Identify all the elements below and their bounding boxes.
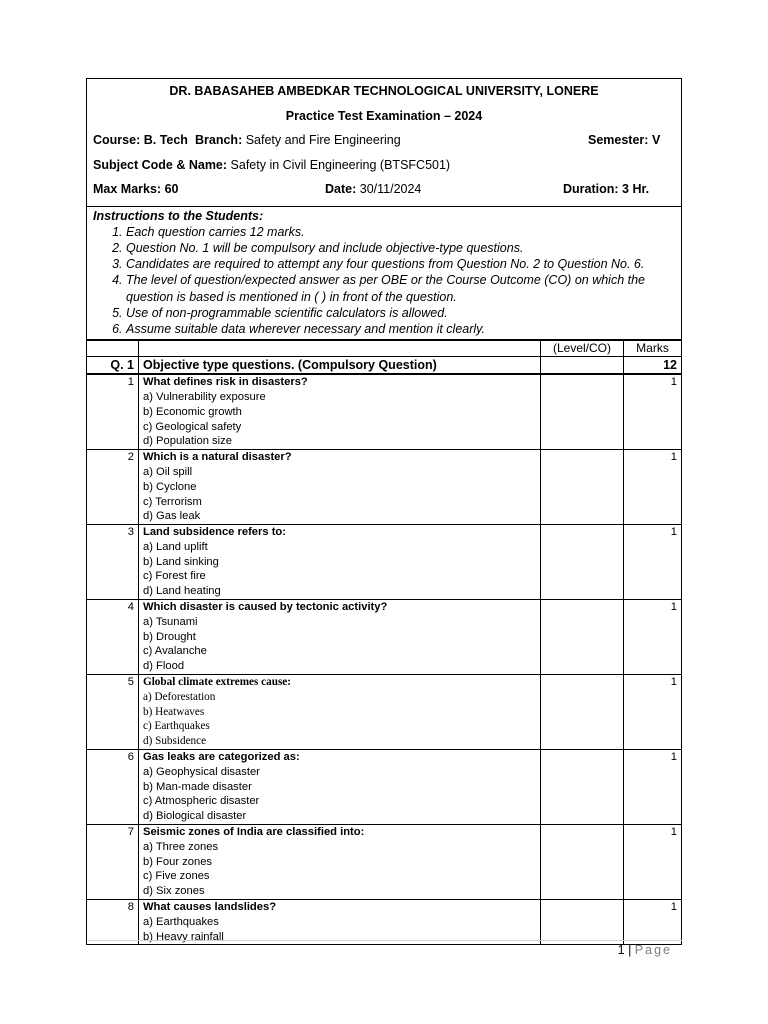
option-d: d) Land heating	[143, 585, 221, 598]
footer-divider	[88, 940, 682, 941]
maxmarks-value: 60	[164, 182, 179, 197]
question-marks: 1	[624, 450, 682, 525]
level-co-header: (Level/CO)	[541, 341, 624, 357]
question-marks: 1	[624, 675, 682, 750]
subject-label: Subject Code & Name:	[93, 157, 228, 172]
section-number: Q. 1	[87, 357, 139, 375]
section-title: Objective type questions. (Compulsory Question)	[139, 357, 541, 375]
option-a: a) Three zones	[143, 840, 219, 853]
option-a: a) Earthquakes	[143, 915, 219, 928]
question-number: 6	[87, 750, 139, 825]
question-marks: 1	[624, 825, 682, 900]
instructions-title: Instructions to the Students:	[93, 208, 264, 223]
maxmarks-field	[93, 182, 178, 196]
question-number: 1	[87, 374, 139, 449]
question-marks: 1	[624, 525, 682, 600]
question-content	[139, 675, 541, 750]
question-stem: Gas leaks are categorized as:	[143, 751, 300, 764]
question-row	[87, 675, 682, 750]
instruction-item: 1. Each question carries 12 marks.	[126, 224, 681, 240]
date-field	[325, 182, 421, 196]
option-a: a) Land uplift	[143, 540, 208, 553]
option-c: c) Geological safety	[143, 420, 242, 433]
question-stem: What causes landslides?	[143, 901, 277, 914]
option-b: b) Four zones	[143, 855, 213, 868]
option-d: d) Population size	[143, 435, 232, 448]
branch-label: Branch:	[195, 133, 243, 148]
exam-title: Practice Test Examination – 2024	[285, 108, 483, 123]
option-a: a) Oil spill	[143, 465, 193, 478]
page-number: 1	[617, 943, 625, 957]
question-row	[87, 525, 682, 600]
question-level	[541, 525, 624, 600]
branch-field	[195, 133, 401, 147]
option-c: c) Earthquakes	[143, 720, 210, 733]
question-level	[541, 900, 624, 945]
question-row	[87, 450, 682, 525]
section-level	[541, 357, 624, 375]
exam-header	[86, 78, 682, 207]
page-footer	[618, 943, 672, 957]
question-level	[541, 374, 624, 449]
question-content	[139, 525, 541, 600]
question-marks: 1	[624, 900, 682, 945]
question-row	[87, 750, 682, 825]
marks-date-row	[87, 177, 681, 202]
option-d: d) Gas leak	[143, 510, 201, 523]
instruction-item: 6. Assume suitable data wherever necessary and mention it clearly.	[126, 321, 681, 337]
header-cell-empty	[139, 341, 541, 357]
table-header-row	[87, 341, 682, 357]
option-a: a) Deforestation	[143, 690, 216, 703]
option-b: b) Cyclone	[143, 480, 197, 493]
option-c: c) Avalanche	[143, 645, 207, 658]
question-number: 2	[87, 450, 139, 525]
section-row	[87, 357, 682, 375]
instruction-item: 2. Question No. 1 will be compulsory and include objective-type questions.	[126, 240, 681, 256]
option-c: c) Five zones	[143, 870, 210, 883]
question-level	[541, 450, 624, 525]
question-row	[87, 374, 682, 449]
question-number: 3	[87, 525, 139, 600]
question-number: 8	[87, 900, 139, 945]
question-stem: What defines risk in disasters?	[143, 376, 308, 389]
question-level	[541, 825, 624, 900]
page-separator: |	[628, 943, 632, 957]
instruction-item: 4. The level of question/expected answer as per OBE or the Course Outcome (CO) on which the question is based is mentioned in ( ) in front of the question.	[126, 272, 681, 304]
marks-header: Marks	[624, 341, 682, 357]
option-d: d) Flood	[143, 660, 185, 673]
header-cell-empty	[87, 341, 139, 357]
question-number: 5	[87, 675, 139, 750]
question-number: 4	[87, 600, 139, 675]
question-row	[87, 825, 682, 900]
question-content	[139, 450, 541, 525]
option-d: d) Six zones	[143, 885, 205, 898]
question-level	[541, 675, 624, 750]
question-content	[139, 825, 541, 900]
course-label: Course:	[93, 133, 141, 148]
option-b: b) Heavy rainfall	[143, 930, 224, 943]
question-stem: Seismic zones of India are classified into:	[143, 826, 365, 839]
option-b: b) Drought	[143, 630, 196, 643]
question-content	[139, 750, 541, 825]
question-number: 7	[87, 825, 139, 900]
instruction-item: 5. Use of non-programmable scientific calculators is allowed.	[126, 305, 681, 321]
question-stem: Land subsidence refers to:	[143, 526, 286, 539]
duration-field	[563, 182, 649, 196]
option-c: c) Atmospheric disaster	[143, 795, 260, 808]
semester-value: V	[651, 133, 661, 148]
option-a: a) Tsunami	[143, 615, 198, 628]
date-value: 30/11/2024	[359, 182, 422, 197]
university-name: DR. BABASAHEB AMBEDKAR TECHNOLOGICAL UNIVERSITY, LONERE	[169, 84, 599, 99]
option-c: c) Terrorism	[143, 495, 202, 508]
instructions-block	[86, 207, 682, 341]
option-a: a) Geophysical disaster	[143, 765, 260, 778]
question-marks: 1	[624, 374, 682, 449]
duration-label: Duration:	[563, 182, 619, 197]
question-stem: Which disaster is caused by tectonic activity?	[143, 601, 388, 614]
option-a: a) Vulnerability exposure	[143, 390, 266, 403]
question-marks: 1	[624, 600, 682, 675]
question-level	[541, 600, 624, 675]
question-content	[139, 374, 541, 449]
question-level	[541, 750, 624, 825]
exam-sheet	[86, 78, 682, 945]
course-value: B. Tech	[143, 133, 188, 148]
duration-value: 3 Hr.	[622, 182, 650, 197]
subject-value: Safety in Civil Engineering (BTSFC501)	[230, 157, 451, 172]
question-table	[86, 340, 682, 945]
maxmarks-label: Max Marks:	[93, 182, 162, 197]
semester-label: Semester:	[588, 133, 649, 148]
subject-row	[87, 153, 681, 178]
question-row	[87, 900, 682, 945]
option-b: b) Land sinking	[143, 555, 219, 568]
question-row	[87, 600, 682, 675]
option-c: c) Forest fire	[143, 570, 206, 583]
question-content	[139, 900, 541, 945]
page-word: Page	[634, 943, 672, 957]
date-label: Date:	[325, 182, 357, 197]
course-row	[87, 128, 681, 153]
option-d: d) Subsidence	[143, 735, 207, 748]
instruction-item: 3. Candidates are required to attempt any four questions from Question No. 2 to Question No. 6.	[126, 256, 681, 272]
instructions-list	[93, 224, 681, 337]
section-marks: 12	[624, 357, 682, 375]
option-d: d) Biological disaster	[143, 810, 247, 823]
option-b: b) Economic growth	[143, 405, 242, 418]
question-stem: Which is a natural disaster?	[143, 451, 292, 464]
question-content	[139, 600, 541, 675]
semester-field	[588, 133, 660, 147]
question-stem: Global climate extremes cause:	[143, 676, 291, 689]
option-b: b) Heatwaves	[143, 705, 205, 718]
option-b: b) Man-made disaster	[143, 780, 252, 793]
branch-value: Safety and Fire Engineering	[245, 133, 401, 148]
question-marks: 1	[624, 750, 682, 825]
